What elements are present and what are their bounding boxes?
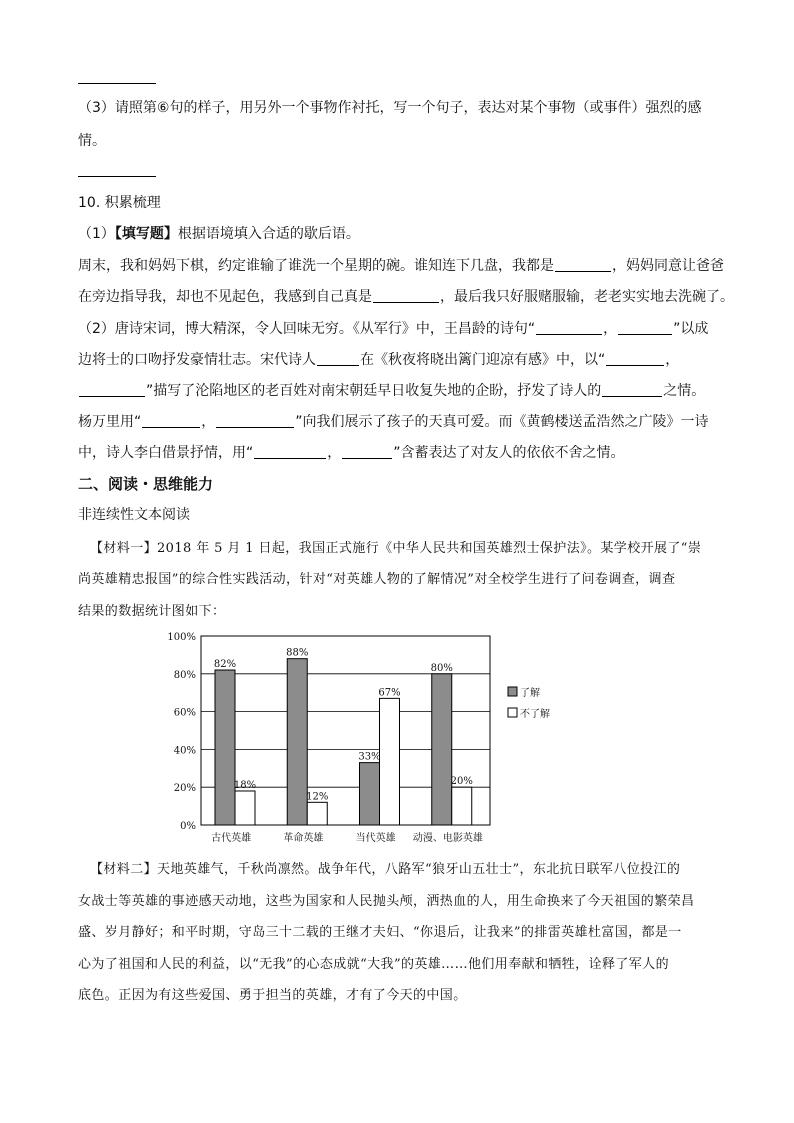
material2-line4: 心为了祖国和人民的利益，以“无我”的心态成就“大我”的英雄……他们用奉献和牺牲，诠释了军人的 [78,957,669,972]
q10-sub1-text: 根据语境填入合适的歇后语。 [177,226,360,242]
material1-line2: 尚英雄精忠报国”的综合性实践活动，针对“对英雄人物的了解情况”对全校学生进行了问卷调查，调查 [78,572,676,587]
x-tick-label: 古代英雄 [211,833,252,844]
x-tick-label: 当代英雄 [355,833,396,844]
bar-known [432,674,452,825]
q10-line5-a: ”描写了沦陷地区的老百姓对南宋朝廷早日收复失地的企盼，抒发了诗人的 [146,383,602,399]
y-tick-label: 100% [167,632,196,643]
q9-3-line2: 情。 [78,133,106,149]
data-label: 82% [213,659,237,671]
blank-input[interactable] [606,351,664,366]
answer-line-q9-3 [78,176,156,177]
blank-input[interactable] [373,288,439,303]
legend-label: 了解 [520,688,540,699]
material2-line3: 盛、岁月静好；和平时期，守岛三十二载的王继才夫妇、“你退后，让我来”的排雷英雄杜富国，都是一 [78,925,682,940]
q10-line5 [78,381,705,401]
data-label: 33% [358,751,381,763]
bar-unknown [452,787,472,825]
q10-line4-c: ， [665,352,680,368]
q10-line2-a: 在旁边指导我，却也不见起色，我感到自己真是 [78,289,372,305]
q10-line1-b: ，妈妈同意让爸爸 [612,258,724,274]
legend-swatch [508,708,517,717]
q10-line5-b: 之情。 [663,383,706,399]
q10-line3-sep: ， [603,321,618,337]
y-tick-label: 20% [173,783,196,795]
blank-input[interactable] [555,257,611,272]
q10-sub1-tag: 【填写题】 [114,226,178,242]
data-label: 88% [286,647,309,659]
q10-line7-a: 中，诗人李白借景抒情，用“ [78,445,254,461]
blank-input[interactable] [618,320,672,335]
bar-unknown [380,698,400,825]
blank-input[interactable] [536,320,602,335]
data-label: 18% [233,779,257,791]
blank-input[interactable] [142,413,200,428]
bar-chart [0,622,794,852]
q10-line3 [78,319,708,339]
bar-known [360,763,380,825]
bar-unknown [235,791,255,825]
q10-line1 [78,256,724,276]
data-label: 12% [306,791,329,803]
q10-line6 [78,412,709,432]
section-subheading: 非连续性文本阅读 [78,507,190,523]
q10-line2 [78,287,734,307]
blank-input[interactable] [342,444,392,459]
q10-line4-b: 在《秋夜将晓出篱门迎凉有感》中，以“ [360,352,606,368]
blank-input[interactable] [216,413,294,428]
x-tick-label: 革命英雄 [283,833,324,844]
q10-title: 10. 积累梳理 [78,195,161,211]
bar-unknown [307,802,327,825]
x-tick-label: 动漫、电影英雄 [412,833,483,844]
y-tick-label: 60% [173,707,196,719]
q9-3-line1: （3）请照第⑥句的样子，用另外一个事物作衬托，写一个句子，表达对某个事物（或事件）强烈的感 [78,100,702,116]
q10-line7 [78,443,625,463]
legend-swatch [508,687,517,696]
blank-input[interactable] [79,382,145,397]
material1-line1: 【材料一】2018 年 5 月 1 日起，我国正式施行《中华人民共和国英雄烈士保护法》。某学校开展了“崇 [90,541,702,556]
bar-known [287,659,307,825]
q10-sub1 [78,224,360,244]
q10-line4-a: 边将士的口吻抒发豪情壮志。宋代诗人 [78,352,316,368]
data-label: 20% [450,776,473,788]
q10-line4 [78,350,679,370]
y-tick-label: 0% [180,821,196,832]
q10-line2-b: ，最后我只好服赌服输，老老实实地去洗碗了。 [440,289,734,305]
q10-line3-a: （2）唐诗宋词，博大精深，令人回味无穷。《从军行》中，王昌龄的诗句“ [78,321,536,337]
blank-input[interactable] [602,382,662,397]
q10-line6-b: ”向我们展示了孩子的天真可爱。而《黄鹤楼送孟浩然之广陵》一诗 [295,414,709,430]
y-tick-label: 40% [173,745,196,757]
q10-line7-b: ”含蓄表达了对友人的依依不舍之情。 [393,445,625,461]
data-label: 67% [378,687,401,699]
material2-line2: 女战士等英雄的事迹感天动地，这些为国家和人民抛头颅，洒热血的人，用生命换来了今天祖国的繁荣昌 [78,894,695,909]
q10-line1-a: 周末，我和妈妈下棋，约定谁输了谁洗一个星期的碗。谁知连下几盘，我都是 [78,258,554,274]
q10-line7-sep: ， [327,445,342,461]
q10-line3-b: ”以成 [673,321,709,337]
legend-label: 不了解 [520,709,550,720]
material2-line1: 【材料二】天地英雄气，千秋尚凛然。战争年代，八路军“狼牙山五壮士”，东北抗日联军八位投江的 [90,862,681,877]
blank-input[interactable] [254,444,326,459]
q10-line6-a: 杨万里用“ [78,414,142,430]
data-label: 80% [430,662,453,674]
bar-known [215,670,235,825]
q10-line6-sep: ， [201,414,216,430]
q10-sub1-num: （1） [78,226,115,242]
y-tick-label: 80% [173,669,196,681]
answer-line-top [78,83,156,84]
section-heading: 二、阅读・思维能力 [78,475,214,493]
blank-input[interactable] [317,351,359,366]
material2-line5: 底色。正因为有这些爱国、勇于担当的英雄，才有了今天的中国。 [78,988,467,1003]
material1-line3: 结果的数据统计图如下： [78,604,226,619]
